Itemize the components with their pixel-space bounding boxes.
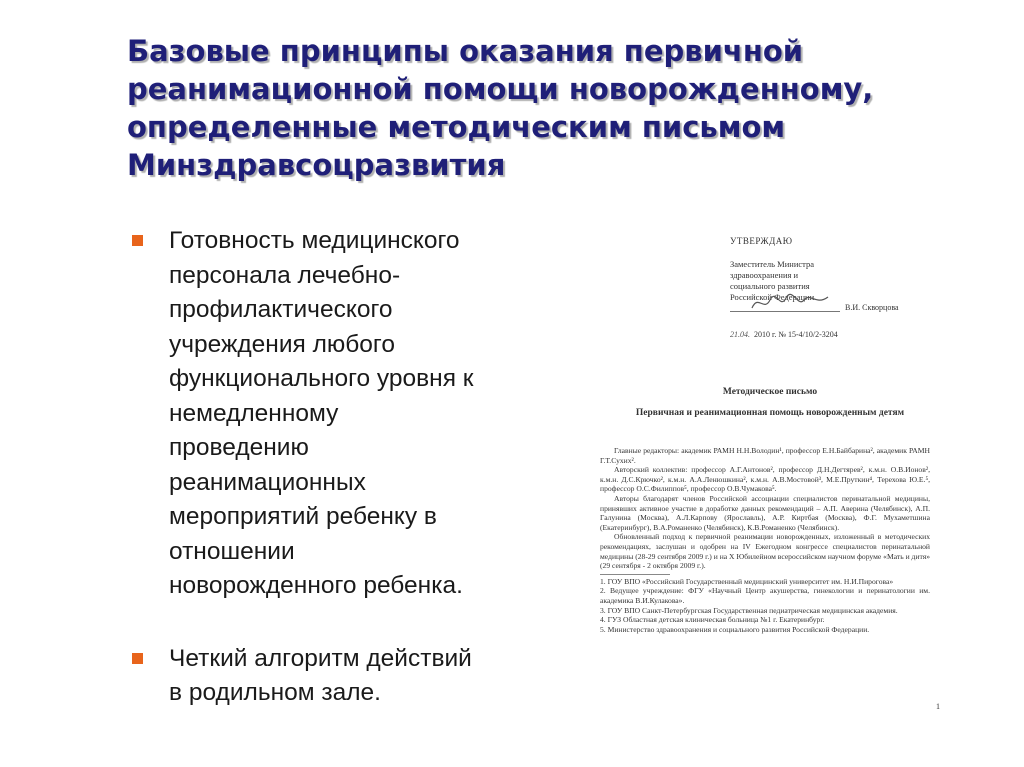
date-handwritten: 21.04.	[730, 330, 750, 339]
title-line: определенные методическим письмом	[127, 110, 786, 144]
document-body	[600, 446, 930, 634]
footnote: 1. ГОУ ВПО «Российский Государственный медицинский университет им. Н.И.Пирогова»	[600, 576, 894, 586]
doc-paragraph: Обновленный подход к первичной реанимации новорожденных, изложенный в методических рекомендациях, заслушан и одобрен на IV Ежегодном конгрессе специалистов перинатальной медицины (28-29 сентября 2009 г.) и на X Юбилейном всероссийском научном форуме «Мать и дитя» (29 сентября - 2 октября 2009 г.).	[600, 532, 930, 571]
bullet-list	[132, 224, 532, 711]
approve-label: УТВЕРЖДАЮ	[730, 236, 793, 246]
slide-title	[127, 32, 987, 184]
bullet-line: функционального уровня к	[169, 365, 474, 392]
document-subheading: Первичная и реанимационная помощь новорожденным детям	[635, 408, 905, 418]
signer-name: В.И. Скворцова	[845, 303, 899, 312]
title-line: Базовые принципы оказания первичной	[127, 34, 804, 68]
bullet-line: профилактического	[169, 296, 393, 323]
document-heading: Методическое письмо	[722, 387, 818, 397]
date-number: 2010 г. № 15-4/10/2-3204	[754, 330, 838, 339]
bullet-line: новорожденного ребенка.	[169, 572, 463, 599]
bullet-item-algorithm	[132, 642, 532, 711]
approver-line: здравоохранения и	[730, 270, 799, 280]
footnote: 4. ГУЗ Областная детская клиническая больница №1 г. Екатеринбург.	[600, 615, 825, 625]
bullet-line: проведению	[169, 434, 309, 461]
bullet-line: учреждения любого	[169, 330, 395, 358]
footnote: 2. Ведущее учреждение: ФГУ «Научный Центр акушерства, гинекологии и перинатологии им. академика В.И.Кулакова».	[600, 586, 930, 605]
bullet-square-icon	[132, 653, 143, 664]
footnote-divider	[600, 574, 670, 575]
bullet-line: реанимационных	[169, 468, 366, 496]
bullet-square-icon	[132, 235, 143, 246]
bullet-line: Готовность медицинского	[169, 227, 460, 254]
footnote: 3. ГОУ ВПО Санкт-Петербургская Государственная педиатрическая медицинская академия.	[600, 605, 898, 615]
bullet-line: мероприятий ребенку в	[169, 503, 437, 530]
approver-line: Российской Федерации	[730, 292, 815, 302]
document-scan	[590, 228, 950, 718]
approver-line: Заместитель Министра	[730, 259, 814, 269]
bullet-line: Четкий алгоритм действий	[169, 644, 472, 672]
page-number: 1	[936, 702, 940, 711]
title-line: реанимационной помощи новорожденному,	[127, 72, 874, 106]
signature-line	[730, 311, 840, 312]
footnote: 5. Министерство здравоохранения и социального развития Российской Федерации.	[600, 624, 870, 634]
title-line: Минздравсоцразвития	[127, 148, 506, 182]
bullet-line: персонала лечебно-	[169, 261, 401, 289]
document-date	[730, 330, 940, 339]
bullet-item-readiness	[132, 224, 532, 604]
bullet-line: отношении	[169, 537, 295, 565]
doc-paragraph: Главные редакторы: академик РАМН Н.Н.Володин¹, профессор Е.Н.Байбарина², академик РАМН Г.Т.Сухих².	[600, 446, 930, 465]
doc-paragraph: Авторы благодарят членов Российской ассоциации специалистов перинатальной медицины, принявших активное участие в доработке данных рекомендаций – А.П. Аверина (Челябинск), А.П. Галунина (Москва), А.Л.Карпову (Ярославль), А.Р. Киртбая (Москва), Ф.Г. Мухаметшина (Екатеринбург), В.А.Романенко (Челябинск), К.В.Романенко (Челябинск).	[600, 493, 930, 532]
bullet-line: немедленному	[169, 399, 339, 427]
doc-paragraph: Авторский коллектив: профессор А.Г.Антонов², профессор Д.Н.Дегтярев², к.м.н. О.В.Ионов², к.м.н. Д.С.Крючко², к.м.н. А.А.Ленюшкина², к.м.н. А.В.Мостовой³, М.Е.Пруткин⁴, Терехова Ю.Е.⁵, профессор О.С.Филиппов⁵, профессор О.В.Чумакова⁵.	[600, 465, 930, 494]
bullet-line: в родильном зале.	[169, 679, 381, 706]
approver-line: социального развития	[730, 281, 810, 291]
